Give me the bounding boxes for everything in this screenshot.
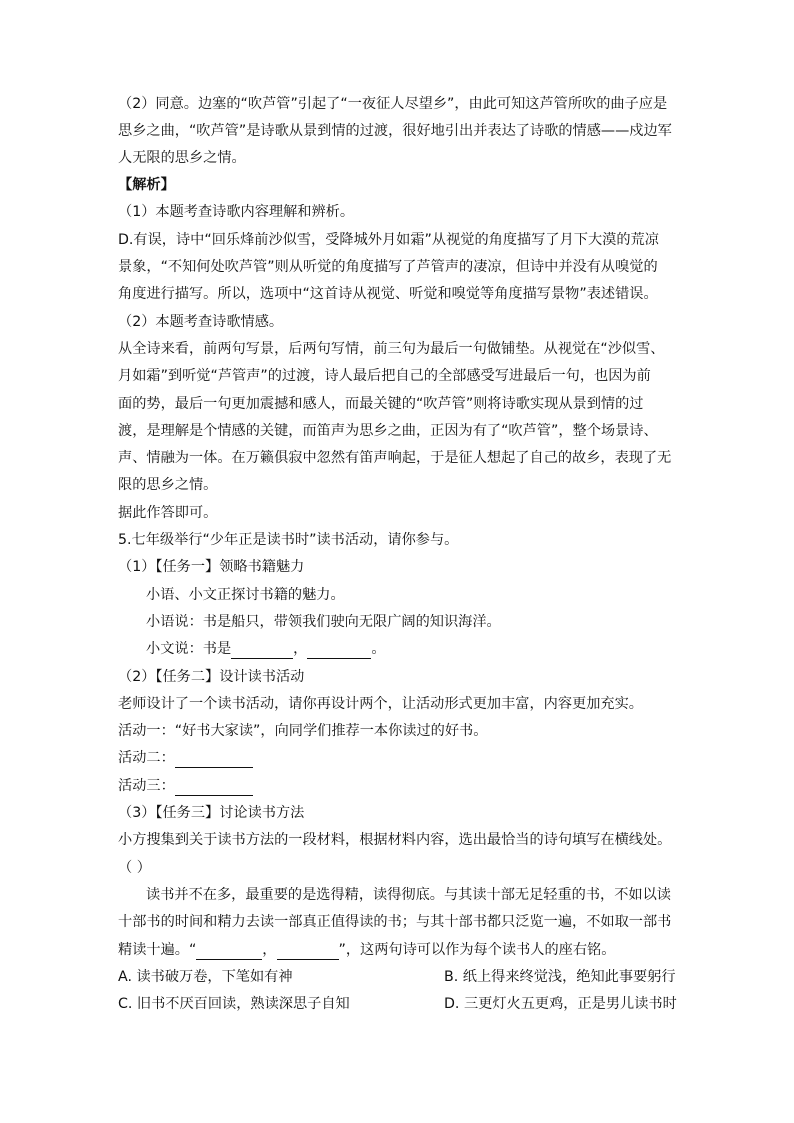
task1-blank-1[interactable] <box>231 644 293 659</box>
task3-material-line-2: 十部书的时间和精力去读一部真正值得读的书；与其十部书都只泛览一遍，不如取一部书 <box>118 914 672 930</box>
activity-3-label: 活动三： <box>118 778 175 794</box>
task1-line-1: 小语、小文正探讨书籍的魅力。 <box>146 587 345 603</box>
task2-title: （2）【任务二】设计读书活动 <box>118 669 305 685</box>
analysis-part2-line-1: 从全诗来看，前两句写景，后两句写情，前三句为最后一句做铺垫。从视觉在“沙似雪、 <box>118 341 665 357</box>
analysis-part1-line-2: 景象，“不知何处吹芦管”则从听觉的角度描写了芦管声的凄凉，但诗中并没有从嗅觉的 <box>118 259 658 275</box>
analysis-conclusion: 据此作答即可。 <box>118 505 218 521</box>
option-d[interactable]: D. 三更灯火五更鸡，正是男儿读书时 <box>444 996 677 1012</box>
task1-line-2: 小语说：书是船只，带领我们驶向无限广阔的知识海洋。 <box>146 614 501 630</box>
material-suffix: ”，这两句诗可以作为每个读书人的座右铭。 <box>338 942 616 958</box>
analysis-part2-line-6: 限的思乡之情。 <box>118 477 218 493</box>
task1-line-3 <box>146 639 386 659</box>
task2-activity-2 <box>118 748 253 768</box>
material-prefix: 精读十遍。“ <box>118 942 197 958</box>
analysis-part1-line-1: D.有误，诗中“回乐烽前沙似雪，受降城外月如霜”从视觉的角度描写了月下大漠的荒凉 <box>118 232 659 248</box>
material-separator: ， <box>262 942 277 958</box>
analysis-part2-line-2: 月如霜”到听觉“芦管声”的过渡，诗人最后把自己的全部感受写进最后一句，也因为前 <box>118 368 651 384</box>
task2-line-1: 老师设计了一个读书活动，请你再设计两个，让活动形式更加丰富，内容更加充实。 <box>118 696 643 712</box>
task3-material-line-3 <box>118 940 615 960</box>
activity-2-blank[interactable] <box>175 753 253 768</box>
task3-line-1: 小方搜集到关于读书方法的一段材料，根据材料内容，选出最恰当的诗句填写在横线处。 <box>118 832 672 848</box>
question-5-stem: 5.七年级举行“少年正是读书时”读书活动，请你参与。 <box>118 532 459 548</box>
q4-answer-line-2: 思乡之曲，“吹芦管”是诗歌从景到情的过渡，很好地引出并表达了诗歌的情感——戍边军 <box>118 123 672 139</box>
option-b[interactable]: B. 纸上得来终觉浅，绝知此事要躬行 <box>444 969 676 985</box>
option-c[interactable]: C. 旧书不厌百回读，熟读深思子自知 <box>118 996 350 1012</box>
analysis-part1-line-3: 角度进行描写。所以，选项中“这首诗从视觉、听觉和嗅觉等角度描写景物”表述错误。 <box>118 286 658 302</box>
analysis-part2-title: （2）本题考查诗歌情感。 <box>118 314 284 330</box>
task1-prefix: 小文说：书是 <box>146 641 232 657</box>
analysis-header: 【解析】 <box>118 177 175 193</box>
option-a[interactable]: A. 读书破万卷，下笔如有神 <box>118 969 293 985</box>
task3-answer-parentheses[interactable]: （ ） <box>118 860 151 876</box>
task3-title: （3）【任务三】讨论读书方法 <box>118 805 305 821</box>
task1-separator: ， <box>293 641 308 657</box>
task2-activity-1: 活动一：“好书大家读”，向同学们推荐一本你读过的好书。 <box>118 723 488 739</box>
analysis-part2-line-4: 渡，是理解是个情感的关键，而笛声为思乡之曲，正因为有了“吹芦管”，整个场景诗、 <box>118 423 658 439</box>
material-blank-1[interactable] <box>196 945 262 960</box>
q4-answer-line-3: 人无限的思乡之情。 <box>118 150 246 166</box>
activity-2-label: 活动二： <box>118 750 175 766</box>
task1-title: （1）【任务一】领略书籍魅力 <box>118 559 305 575</box>
q4-answer-line-1: （2）同意。边塞的“吹芦管”引起了“一夜征人尽望乡”，由此可知这芦管所吹的曲子应是 <box>118 96 668 112</box>
analysis-part2-line-3: 面的势，最后一句更加震撼和感人，而最关键的“吹芦管”则将诗歌实现从景到情的过 <box>118 396 644 412</box>
task3-material-line-1: 读书并不在多，最重要的是选得精，读得彻底。与其读十部无足轻重的书，不如以读 <box>146 887 671 903</box>
activity-3-blank[interactable] <box>175 781 253 796</box>
task2-activity-3 <box>118 776 253 796</box>
task1-end: 。 <box>371 641 386 657</box>
analysis-part2-line-5: 声、情融为一体。在万籁俱寂中忽然有笛声响起，于是征人想起了自己的故乡，表现了无 <box>118 450 672 466</box>
material-blank-2[interactable] <box>277 945 339 960</box>
analysis-part1-title: （1）本题考查诗歌内容理解和辨析。 <box>118 204 355 220</box>
task1-blank-2[interactable] <box>307 644 371 659</box>
